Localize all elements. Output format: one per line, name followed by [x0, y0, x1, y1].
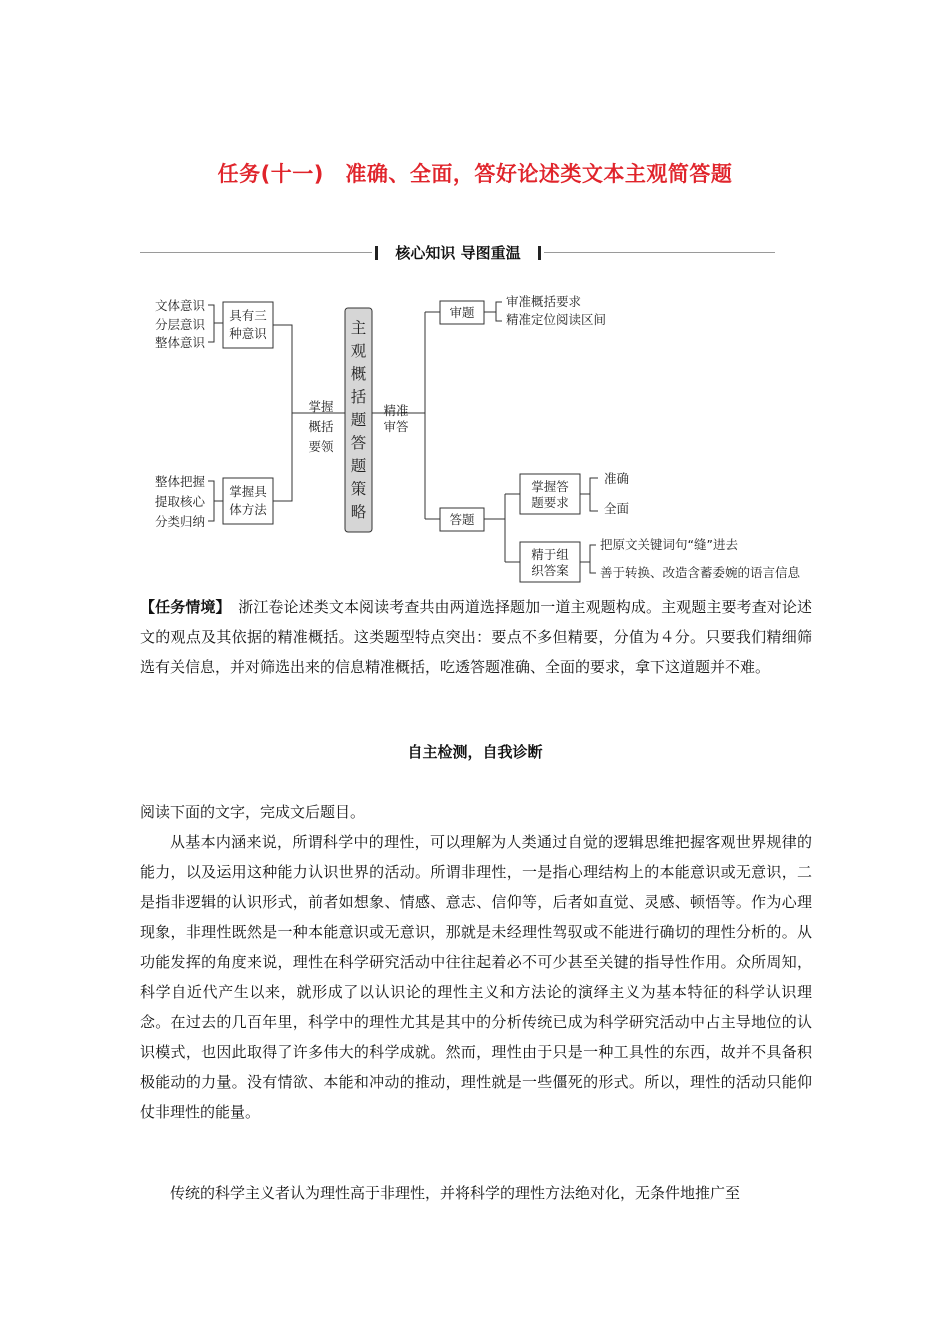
center-char: 略 [350, 503, 367, 521]
center-char: 观 [350, 342, 367, 360]
left-connector-label: 概括 [308, 419, 334, 434]
left-bottom-box-label: 掌握具 [229, 484, 267, 499]
req-box-label: 题要求 [531, 495, 569, 510]
center-char: 题 [350, 457, 367, 475]
dati-box-label: 答题 [449, 512, 475, 527]
divider-right [544, 252, 775, 253]
page-title: 任务(十一) 准确、全面，答好论述类文本主观简答题 [217, 162, 733, 186]
center-char: 答 [350, 434, 367, 452]
shenti-item: 审准概括要求 [506, 294, 582, 309]
req-item: 全面 [604, 501, 630, 516]
left-top-item: 分层意识 [154, 317, 205, 332]
section-header [140, 240, 775, 266]
center-char: 策 [350, 480, 367, 498]
left-connector-label: 要领 [308, 439, 334, 454]
mind-map [140, 285, 820, 585]
left-bottom-item: 提取核心 [154, 494, 205, 509]
center-title [351, 319, 367, 521]
subheading: 自主检测，自我诊断 [407, 743, 543, 761]
section-label: 核心知识 导图重温 [375, 240, 541, 266]
reading-instruction: 阅读下面的文字，完成文后题目。 [140, 803, 366, 821]
task-label: 【任务情境】 [140, 598, 224, 616]
right-connector-label: 审答 [383, 419, 409, 434]
org-item: 善于转换、改造含蓄委婉的语言信息 [600, 565, 801, 580]
req-box-label: 掌握答 [531, 479, 569, 494]
body-paragraph: 从基本内涵来说，所谓科学中的理性，可以理解为人类通过自觉的逻辑思维把握客观世界规律的能力，以及运用这种能力认识世界的活动。所谓非理性，一是指心理结构上的本能意识或无意识，二是指非逻辑的认识形式，前者如想象、情感、意志、信仰等，后者如直觉、灵感、顿悟等。作为心理现象，非理性既然是一种本能意识或无意识，那就是未经理性驾驭或不能进行确切的理性分析的。从功能发挥的角度来说，理性在科学研究活动中往往起着必不可少甚至关键的指导性作用。众所周知，科学自近代产生以来，就形成了以认识论的理性主义和方法论的演绎主义为基本特征的科学认识理念。在过去的几百年里，科学中的理性尤其是其中的分析传统已成为科学研究活动中占主导地位的认识模式，也因此取得了许多伟大的科学成就。然而，理性由于只是一种工具性的东西，故并不具备积极能动的力量。没有情欲、本能和冲动的推动，理性就是一些僵死的形式。所以，理性的活动只能仰仗非理性的能量。 [140, 833, 812, 1121]
shenti-box-label: 审题 [449, 305, 475, 320]
left-connector-label: 掌握 [308, 399, 334, 414]
org-box-label: 织答案 [531, 563, 569, 578]
left-top-box-label: 种意识 [229, 326, 267, 341]
task-context [140, 592, 812, 682]
center-char: 主 [350, 319, 367, 337]
shenti-item: 精准定位阅读区间 [506, 312, 607, 327]
center-char: 题 [350, 411, 367, 429]
divider-left [140, 252, 372, 253]
left-top-box-label: 具有三 [229, 308, 267, 323]
center-char: 括 [350, 388, 367, 406]
req-item: 准确 [604, 471, 630, 486]
center-char: 概 [350, 365, 367, 383]
org-box-label: 精于组 [531, 547, 569, 562]
left-bottom-item: 整体把握 [154, 474, 205, 489]
left-top-item: 文体意识 [154, 298, 205, 313]
body-paragraph: 传统的科学主义者认为理性高于非理性，并将科学的理性方法绝对化，无条件地推广至 [170, 1184, 741, 1202]
org-item: 把原文关键词句“缝”进去 [600, 537, 738, 552]
task-text: 浙江卷论述类文本阅读考查共由两道选择题加一道主观题构成。主观题主要考查对论述文的观点及其依据的精准概括。这类题型特点突出：要点不多但精要，分值为４分。只要我们精细筛选有关信息，并对筛选出来的信息精准概括，吃透答题准确、全面的要求，拿下这道题并不难。 [140, 598, 812, 676]
left-top-item: 整体意识 [154, 335, 205, 350]
left-bottom-item: 分类归纳 [154, 514, 205, 529]
right-connector-label: 精准 [383, 403, 409, 418]
left-bottom-box-label: 体方法 [229, 502, 267, 517]
